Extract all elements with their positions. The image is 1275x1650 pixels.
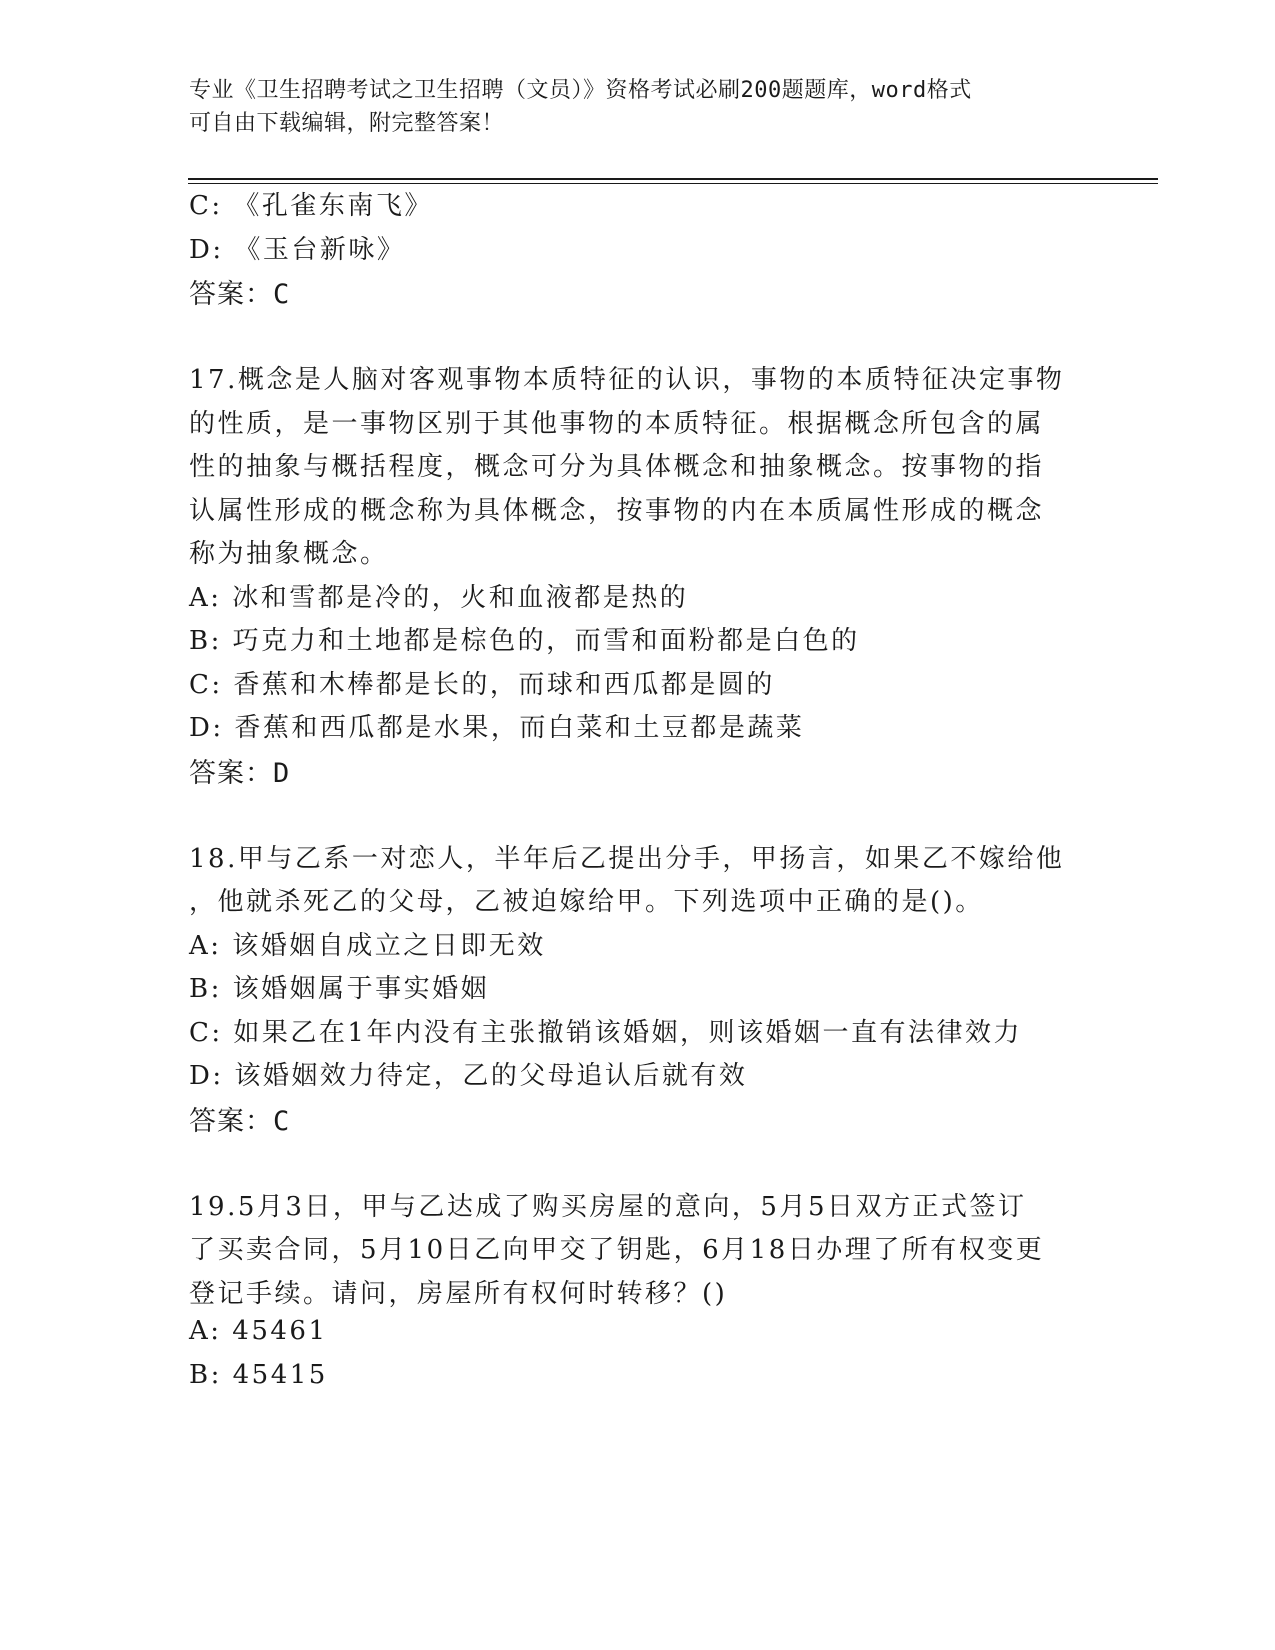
q19-stem-line-2: 了买卖合同，5月10日乙向甲交了钥匙，6月18日办理了所有权变更 (189, 1235, 1045, 1265)
header-line-1: 专业《卫生招聘考试之卫生招聘（文员）》资格考试必刷200题题库，word格式 (189, 78, 972, 103)
q18-option-c: C: 如果乙在1年内没有主张撤销该婚姻，则该婚姻一直有法律效力 (189, 1018, 1022, 1048)
q18-stem-line-2: ，他就杀死乙的父母，乙被迫嫁给甲。下列选项中正确的是()。 (189, 887, 984, 917)
answer-value: C (273, 279, 291, 310)
q17-option-c: C: 香蕉和木棒都是长的，而球和西瓜都是圆的 (189, 670, 775, 700)
q16-option-c: C: 《孔雀东南飞》 (189, 191, 433, 221)
header-divider-thin (188, 183, 1158, 184)
q18-answer (189, 1099, 290, 1138)
q19-stem-line-1: 19.5月3日，甲与乙达成了购买房屋的意向，5月5日双方正式签订 (189, 1192, 1027, 1222)
answer-value: C (273, 1106, 291, 1137)
q19-stem-line-3: 登记手续。请问，房屋所有权何时转移？() (189, 1279, 728, 1309)
answer-label: 答案： (189, 1106, 273, 1137)
answer-label: 答案： (189, 279, 273, 310)
q18-option-d: D: 该婚姻效力待定，乙的父母追认后就有效 (189, 1061, 748, 1091)
q18-option-b: B: 该婚姻属于事实婚姻 (189, 974, 490, 1004)
q19-option-a: A: 45461 (189, 1316, 328, 1346)
q17-stem-line-4: 认属性形成的概念称为具体概念，按事物的内在本质属性形成的概念 (189, 496, 1045, 526)
q17-option-a: A: 冰和雪都是冷的，火和血液都是热的 (189, 583, 689, 613)
header-line-2: 可自由下载编辑，附完整答案！ (189, 111, 505, 136)
document-header (189, 74, 1069, 140)
q17-answer (189, 751, 290, 790)
q17-stem-line-5: 称为抽象概念。 (189, 539, 389, 569)
q16-answer (189, 272, 290, 311)
q17-stem-line-1: 17.概念是人脑对客观事物本质特征的认识，事物的本质特征决定事物 (189, 365, 1065, 395)
q17-option-b: B: 巧克力和土地都是棕色的，而雪和面粉都是白色的 (189, 626, 860, 656)
q16-option-d: D: 《玉台新咏》 (189, 235, 406, 265)
answer-label: 答案： (189, 758, 273, 789)
q18-stem-line-1: 18.甲与乙系一对恋人，半年后乙提出分手，甲扬言，如果乙不嫁给他 (189, 844, 1065, 874)
q19-option-b: B: 45415 (189, 1360, 328, 1390)
q17-stem-line-3: 性的抽象与概括程度，概念可分为具体概念和抽象概念。按事物的指 (189, 452, 1045, 482)
q17-stem-line-2: 的性质，是一事物区别于其他事物的本质特征。根据概念所包含的属 (189, 409, 1045, 439)
q17-option-d: D: 香蕉和西瓜都是水果，而白菜和土豆都是蔬菜 (189, 713, 805, 743)
header-divider-thick (188, 178, 1158, 180)
q18-option-a: A: 该婚姻自成立之日即无效 (189, 931, 546, 961)
answer-value: D (273, 758, 291, 789)
